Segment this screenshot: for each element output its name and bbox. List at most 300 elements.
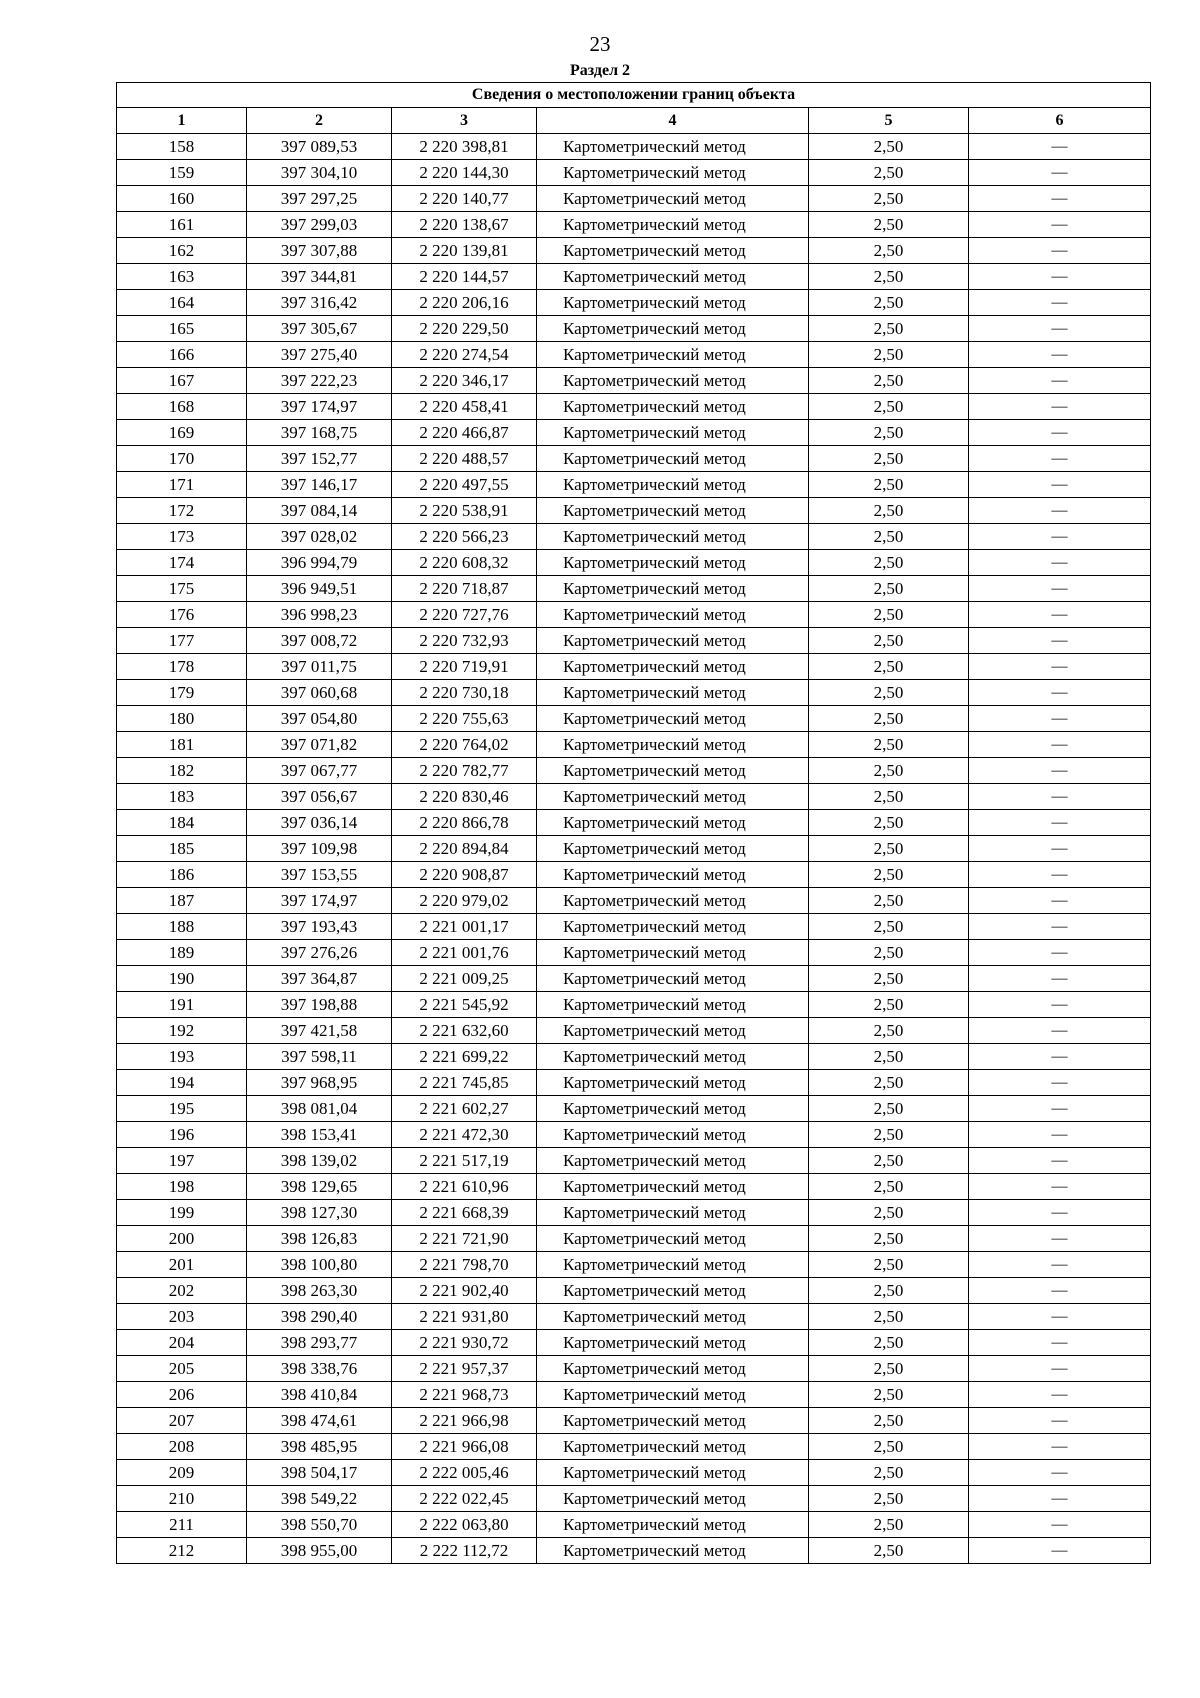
accuracy-value: 2,50 [809, 758, 969, 784]
coordinate-x: 397 421,58 [247, 1018, 392, 1044]
coordinate-y: 2 220 144,30 [392, 160, 537, 186]
table-row [117, 810, 1151, 836]
table-row [117, 290, 1151, 316]
table-row [117, 706, 1151, 732]
point-number: 167 [117, 368, 247, 394]
table-row [117, 264, 1151, 290]
note-cell: — [969, 758, 1151, 784]
coordinate-y: 2 221 957,37 [392, 1356, 537, 1382]
determination-method: Картометрический метод [537, 836, 809, 862]
coordinate-x: 397 193,43 [247, 914, 392, 940]
determination-method: Картометрический метод [537, 888, 809, 914]
accuracy-value: 2,50 [809, 238, 969, 264]
point-number: 161 [117, 212, 247, 238]
accuracy-value: 2,50 [809, 706, 969, 732]
determination-method: Картометрический метод [537, 1044, 809, 1070]
table-row [117, 1538, 1151, 1564]
coordinate-x: 398 293,77 [247, 1330, 392, 1356]
accuracy-value: 2,50 [809, 394, 969, 420]
note-cell: — [969, 914, 1151, 940]
accuracy-value: 2,50 [809, 316, 969, 342]
accuracy-value: 2,50 [809, 1538, 969, 1564]
determination-method: Картометрический метод [537, 1382, 809, 1408]
coordinate-x: 398 153,41 [247, 1122, 392, 1148]
coordinate-y: 2 221 610,96 [392, 1174, 537, 1200]
determination-method: Картометрический метод [537, 1148, 809, 1174]
coordinate-y: 2 220 538,91 [392, 498, 537, 524]
page-number: 23 [589, 32, 611, 56]
coordinate-x: 398 127,30 [247, 1200, 392, 1226]
coordinate-y: 2 221 001,17 [392, 914, 537, 940]
coordinate-x: 397 304,10 [247, 160, 392, 186]
note-cell: — [969, 888, 1151, 914]
determination-method: Картометрический метод [537, 784, 809, 810]
coordinate-y: 2 221 930,72 [392, 1330, 537, 1356]
note-cell: — [969, 992, 1151, 1018]
coordinate-y: 2 220 206,16 [392, 290, 537, 316]
column-number: 3 [392, 108, 537, 134]
coordinate-y: 2 220 730,18 [392, 680, 537, 706]
table-row [117, 160, 1151, 186]
coordinate-y: 2 220 764,02 [392, 732, 537, 758]
accuracy-value: 2,50 [809, 134, 969, 160]
coordinate-x: 398 338,76 [247, 1356, 392, 1382]
point-number: 158 [117, 134, 247, 160]
point-number: 183 [117, 784, 247, 810]
table-row [117, 1018, 1151, 1044]
accuracy-value: 2,50 [809, 654, 969, 680]
coordinate-y: 2 220 346,17 [392, 368, 537, 394]
determination-method: Картометрический метод [537, 1434, 809, 1460]
point-number: 181 [117, 732, 247, 758]
note-cell: — [969, 576, 1151, 602]
note-cell: — [969, 1174, 1151, 1200]
note-cell: — [969, 394, 1151, 420]
table-row [117, 654, 1151, 680]
determination-method: Картометрический метод [537, 654, 809, 680]
coordinate-x: 397 089,53 [247, 134, 392, 160]
table-row [117, 394, 1151, 420]
point-number: 189 [117, 940, 247, 966]
coordinate-y: 2 220 979,02 [392, 888, 537, 914]
accuracy-value: 2,50 [809, 342, 969, 368]
accuracy-value: 2,50 [809, 186, 969, 212]
table-row [117, 680, 1151, 706]
section-title: Раздел 2 [569, 62, 631, 79]
coordinate-x: 397 060,68 [247, 680, 392, 706]
coordinate-x: 397 008,72 [247, 628, 392, 654]
accuracy-value: 2,50 [809, 914, 969, 940]
point-number: 179 [117, 680, 247, 706]
determination-method: Картометрический метод [537, 1278, 809, 1304]
column-number: 5 [809, 108, 969, 134]
determination-method: Картометрический метод [537, 316, 809, 342]
coordinate-x: 398 081,04 [247, 1096, 392, 1122]
accuracy-value: 2,50 [809, 888, 969, 914]
coordinate-y: 2 220 608,32 [392, 550, 537, 576]
point-number: 185 [117, 836, 247, 862]
coordinate-x: 396 998,23 [247, 602, 392, 628]
point-number: 169 [117, 420, 247, 446]
coordinate-x: 397 299,03 [247, 212, 392, 238]
coordinate-x: 397 275,40 [247, 342, 392, 368]
table-row [117, 238, 1151, 264]
coordinate-x: 398 550,70 [247, 1512, 392, 1538]
table-row [117, 134, 1151, 160]
accuracy-value: 2,50 [809, 1356, 969, 1382]
note-cell: — [969, 368, 1151, 394]
coordinate-y: 2 221 668,39 [392, 1200, 537, 1226]
coordinate-x: 397 168,75 [247, 420, 392, 446]
coordinate-y: 2 220 229,50 [392, 316, 537, 342]
determination-method: Картометрический метод [537, 1226, 809, 1252]
note-cell: — [969, 836, 1151, 862]
point-number: 180 [117, 706, 247, 732]
point-number: 190 [117, 966, 247, 992]
coordinate-x: 397 174,97 [247, 888, 392, 914]
table-row [117, 888, 1151, 914]
accuracy-value: 2,50 [809, 1174, 969, 1200]
determination-method: Картометрический метод [537, 420, 809, 446]
note-cell: — [969, 290, 1151, 316]
coordinate-y: 2 221 632,60 [392, 1018, 537, 1044]
accuracy-value: 2,50 [809, 1330, 969, 1356]
table-row [117, 940, 1151, 966]
note-cell: — [969, 1382, 1151, 1408]
accuracy-value: 2,50 [809, 940, 969, 966]
table-row [117, 758, 1151, 784]
table-body [117, 134, 1151, 1564]
table-row [117, 420, 1151, 446]
table-row [117, 1044, 1151, 1070]
table-row [117, 186, 1151, 212]
determination-method: Картометрический метод [537, 1330, 809, 1356]
note-cell: — [969, 1226, 1151, 1252]
accuracy-value: 2,50 [809, 862, 969, 888]
table-row [117, 784, 1151, 810]
coordinate-x: 397 067,77 [247, 758, 392, 784]
point-number: 164 [117, 290, 247, 316]
table-row [117, 862, 1151, 888]
coordinate-x: 397 071,82 [247, 732, 392, 758]
accuracy-value: 2,50 [809, 1434, 969, 1460]
determination-method: Картометрический метод [537, 1174, 809, 1200]
note-cell: — [969, 472, 1151, 498]
accuracy-value: 2,50 [809, 1148, 969, 1174]
point-number: 194 [117, 1070, 247, 1096]
determination-method: Картометрический метод [537, 602, 809, 628]
determination-method: Картометрический метод [537, 212, 809, 238]
point-number: 198 [117, 1174, 247, 1200]
coordinate-x: 397 198,88 [247, 992, 392, 1018]
accuracy-value: 2,50 [809, 1252, 969, 1278]
determination-method: Картометрический метод [537, 186, 809, 212]
note-cell: — [969, 784, 1151, 810]
note-cell: — [969, 446, 1151, 472]
determination-method: Картометрический метод [537, 472, 809, 498]
accuracy-value: 2,50 [809, 784, 969, 810]
accuracy-value: 2,50 [809, 1070, 969, 1096]
coordinate-x: 396 994,79 [247, 550, 392, 576]
coordinate-x: 397 222,23 [247, 368, 392, 394]
table-row [117, 732, 1151, 758]
determination-method: Картометрический метод [537, 1122, 809, 1148]
note-cell: — [969, 1356, 1151, 1382]
coordinate-x: 398 504,17 [247, 1460, 392, 1486]
point-number: 205 [117, 1356, 247, 1382]
coordinate-y: 2 221 968,73 [392, 1382, 537, 1408]
coordinate-y: 2 220 458,41 [392, 394, 537, 420]
coordinate-y: 2 221 009,25 [392, 966, 537, 992]
point-number: 204 [117, 1330, 247, 1356]
determination-method: Картометрический метод [537, 394, 809, 420]
coordinate-x: 397 598,11 [247, 1044, 392, 1070]
coordinate-y: 2 221 721,90 [392, 1226, 537, 1252]
coordinate-y: 2 220 732,93 [392, 628, 537, 654]
point-number: 200 [117, 1226, 247, 1252]
accuracy-value: 2,50 [809, 290, 969, 316]
note-cell: — [969, 706, 1151, 732]
coordinate-y: 2 220 466,87 [392, 420, 537, 446]
note-cell: — [969, 862, 1151, 888]
accuracy-value: 2,50 [809, 1018, 969, 1044]
determination-method: Картометрический метод [537, 1096, 809, 1122]
determination-method: Картометрический метод [537, 680, 809, 706]
note-cell: — [969, 498, 1151, 524]
note-cell: — [969, 342, 1151, 368]
note-cell: — [969, 1148, 1151, 1174]
coordinate-x: 397 028,02 [247, 524, 392, 550]
determination-method: Картометрический метод [537, 862, 809, 888]
column-number: 6 [969, 108, 1151, 134]
note-cell: — [969, 1122, 1151, 1148]
accuracy-value: 2,50 [809, 1460, 969, 1486]
determination-method: Картометрический метод [537, 550, 809, 576]
table-row [117, 472, 1151, 498]
point-number: 172 [117, 498, 247, 524]
note-cell: — [969, 420, 1151, 446]
point-number: 176 [117, 602, 247, 628]
coordinate-y: 2 221 545,92 [392, 992, 537, 1018]
coordinate-x: 397 152,77 [247, 446, 392, 472]
point-number: 199 [117, 1200, 247, 1226]
table-row [117, 1382, 1151, 1408]
coordinate-y: 2 220 782,77 [392, 758, 537, 784]
table-row [117, 576, 1151, 602]
table-row [117, 446, 1151, 472]
point-number: 193 [117, 1044, 247, 1070]
point-number: 170 [117, 446, 247, 472]
determination-method: Картометрический метод [537, 368, 809, 394]
point-number: 162 [117, 238, 247, 264]
coordinate-x: 398 126,83 [247, 1226, 392, 1252]
table-row [117, 1200, 1151, 1226]
note-cell: — [969, 134, 1151, 160]
accuracy-value: 2,50 [809, 550, 969, 576]
coordinate-x: 398 474,61 [247, 1408, 392, 1434]
accuracy-value: 2,50 [809, 810, 969, 836]
accuracy-value: 2,50 [809, 1044, 969, 1070]
note-cell: — [969, 1460, 1151, 1486]
determination-method: Картометрический метод [537, 1200, 809, 1226]
accuracy-value: 2,50 [809, 1096, 969, 1122]
determination-method: Картометрический метод [537, 628, 809, 654]
coordinate-x: 397 011,75 [247, 654, 392, 680]
coordinate-x: 397 968,95 [247, 1070, 392, 1096]
coordinate-y: 2 222 063,80 [392, 1512, 537, 1538]
accuracy-value: 2,50 [809, 524, 969, 550]
accuracy-value: 2,50 [809, 446, 969, 472]
point-number: 201 [117, 1252, 247, 1278]
coordinate-y: 2 221 472,30 [392, 1122, 537, 1148]
determination-method: Картометрический метод [537, 706, 809, 732]
determination-method: Картометрический метод [537, 576, 809, 602]
note-cell: — [969, 1200, 1151, 1226]
determination-method: Картометрический метод [537, 914, 809, 940]
table-row [117, 1330, 1151, 1356]
accuracy-value: 2,50 [809, 1486, 969, 1512]
note-cell: — [969, 602, 1151, 628]
coordinate-x: 397 276,26 [247, 940, 392, 966]
coordinate-x: 398 100,80 [247, 1252, 392, 1278]
note-cell: — [969, 1096, 1151, 1122]
coordinate-x: 397 174,97 [247, 394, 392, 420]
accuracy-value: 2,50 [809, 498, 969, 524]
determination-method: Картометрический метод [537, 1460, 809, 1486]
coordinate-y: 2 222 022,45 [392, 1486, 537, 1512]
coordinate-x: 397 307,88 [247, 238, 392, 264]
note-cell: — [969, 1018, 1151, 1044]
determination-method: Картометрический метод [537, 238, 809, 264]
table-row [117, 368, 1151, 394]
coordinate-y: 2 221 798,70 [392, 1252, 537, 1278]
accuracy-value: 2,50 [809, 264, 969, 290]
note-cell: — [969, 628, 1151, 654]
accuracy-value: 2,50 [809, 1278, 969, 1304]
accuracy-value: 2,50 [809, 472, 969, 498]
table-row [117, 1174, 1151, 1200]
note-cell: — [969, 654, 1151, 680]
boundary-coordinates-table [116, 82, 1151, 1564]
coordinate-x: 397 084,14 [247, 498, 392, 524]
table-row [117, 524, 1151, 550]
determination-method: Картометрический метод [537, 1486, 809, 1512]
table-row [117, 1512, 1151, 1538]
point-number: 188 [117, 914, 247, 940]
table-row [117, 1096, 1151, 1122]
determination-method: Картометрический метод [537, 264, 809, 290]
note-cell: — [969, 524, 1151, 550]
determination-method: Картометрический метод [537, 342, 809, 368]
coordinate-y: 2 220 866,78 [392, 810, 537, 836]
table-row [117, 628, 1151, 654]
point-number: 191 [117, 992, 247, 1018]
coordinate-x: 397 297,25 [247, 186, 392, 212]
column-number: 1 [117, 108, 247, 134]
coordinate-x: 398 129,65 [247, 1174, 392, 1200]
coordinate-x: 397 344,81 [247, 264, 392, 290]
table-row [117, 602, 1151, 628]
coordinate-x: 398 263,30 [247, 1278, 392, 1304]
accuracy-value: 2,50 [809, 1382, 969, 1408]
coordinate-x: 398 290,40 [247, 1304, 392, 1330]
coordinate-x: 397 305,67 [247, 316, 392, 342]
coordinate-y: 2 220 497,55 [392, 472, 537, 498]
coordinate-x: 398 549,22 [247, 1486, 392, 1512]
coordinate-y: 2 220 566,23 [392, 524, 537, 550]
determination-method: Картометрический метод [537, 1512, 809, 1538]
accuracy-value: 2,50 [809, 1304, 969, 1330]
coordinate-y: 2 222 112,72 [392, 1538, 537, 1564]
note-cell: — [969, 1538, 1151, 1564]
coordinate-y: 2 222 005,46 [392, 1460, 537, 1486]
point-number: 182 [117, 758, 247, 784]
point-number: 173 [117, 524, 247, 550]
coordinate-y: 2 220 894,84 [392, 836, 537, 862]
determination-method: Картометрический метод [537, 524, 809, 550]
table-row [117, 1278, 1151, 1304]
determination-method: Картометрический метод [537, 758, 809, 784]
accuracy-value: 2,50 [809, 836, 969, 862]
accuracy-value: 2,50 [809, 576, 969, 602]
note-cell: — [969, 966, 1151, 992]
note-cell: — [969, 1408, 1151, 1434]
note-cell: — [969, 316, 1151, 342]
note-cell: — [969, 1512, 1151, 1538]
point-number: 211 [117, 1512, 247, 1538]
coordinate-y: 2 220 139,81 [392, 238, 537, 264]
determination-method: Картометрический метод [537, 1408, 809, 1434]
table-caption: Сведения о местоположении границ объекта [117, 83, 1151, 108]
coordinate-y: 2 220 719,91 [392, 654, 537, 680]
point-number: 165 [117, 316, 247, 342]
accuracy-value: 2,50 [809, 680, 969, 706]
note-cell: — [969, 160, 1151, 186]
note-cell: — [969, 1330, 1151, 1356]
table-row [117, 1122, 1151, 1148]
point-number: 212 [117, 1538, 247, 1564]
point-number: 203 [117, 1304, 247, 1330]
determination-method: Картометрический метод [537, 498, 809, 524]
note-cell: — [969, 238, 1151, 264]
coordinate-y: 2 220 138,67 [392, 212, 537, 238]
determination-method: Картометрический метод [537, 1070, 809, 1096]
note-cell: — [969, 1304, 1151, 1330]
note-cell: — [969, 732, 1151, 758]
point-number: 184 [117, 810, 247, 836]
point-number: 178 [117, 654, 247, 680]
coordinate-y: 2 221 966,98 [392, 1408, 537, 1434]
accuracy-value: 2,50 [809, 966, 969, 992]
table-row [117, 966, 1151, 992]
note-cell: — [969, 1434, 1151, 1460]
point-number: 166 [117, 342, 247, 368]
table-row [117, 342, 1151, 368]
table-row [117, 498, 1151, 524]
coordinate-y: 2 220 755,63 [392, 706, 537, 732]
point-number: 208 [117, 1434, 247, 1460]
point-number: 209 [117, 1460, 247, 1486]
note-cell: — [969, 186, 1151, 212]
point-number: 160 [117, 186, 247, 212]
table-row [117, 1148, 1151, 1174]
determination-method: Картометрический метод [537, 160, 809, 186]
coordinate-y: 2 220 144,57 [392, 264, 537, 290]
note-cell: — [969, 1070, 1151, 1096]
note-cell: — [969, 264, 1151, 290]
point-number: 192 [117, 1018, 247, 1044]
coordinate-x: 398 139,02 [247, 1148, 392, 1174]
